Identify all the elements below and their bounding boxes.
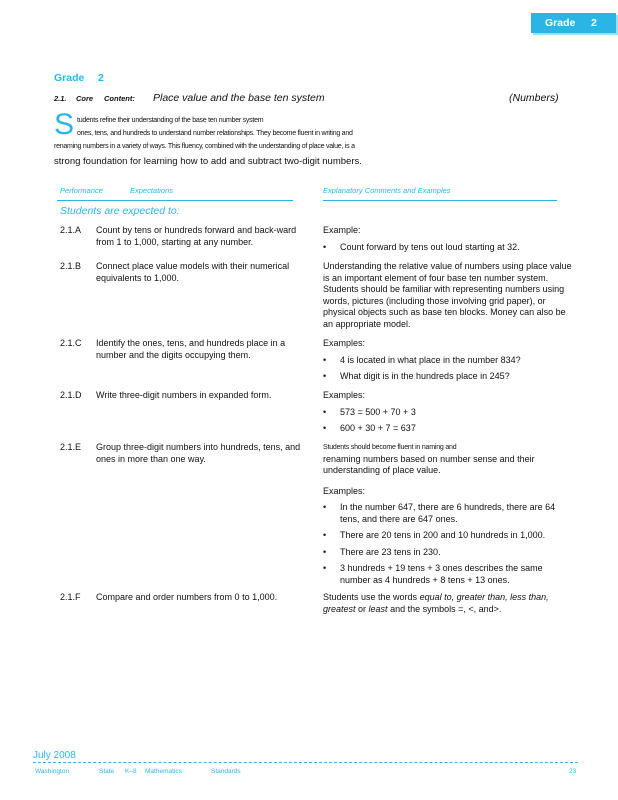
footer-word: State: [99, 768, 115, 775]
example-bullet: • 600 + 30 + 7 = 637: [323, 423, 573, 435]
expectation-text: Identify the ones, tens, and hundreds place in a number and the digits occupying them.: [96, 338, 286, 360]
explanation-text: Understanding the relative value of numbers using place value is an important element of four base ten number system. Students should be familiar with representing numbers using words, pictures (including those involving grid paper), or physical objects such as base ten blocks. Money can also be an appropriate model.: [323, 261, 572, 329]
explanation-text: renaming numbers based on number sense and their understanding of place value.: [323, 453, 535, 475]
section-core-label: Core: [76, 94, 94, 103]
column-header-explanatory: Explanatory Comments and Examples: [323, 186, 451, 195]
expectation-code: 2.1.F: [60, 592, 81, 602]
explanation-italic-words: equal to, greater than, less than, greatest: [323, 592, 549, 614]
explanation-text-part: or: [355, 603, 369, 614]
intro-line: renaming numbers in a variety of ways. This fluency, combined with the understanding of place value, is a: [54, 143, 355, 150]
section-number: 2.1.: [54, 94, 67, 103]
explanation-text-part: Students use the words: [323, 592, 420, 602]
explanation-small-lead: Students should become fluent in naming and: [323, 444, 457, 451]
expectation-text: Write three-digit numbers in expanded form.: [96, 390, 272, 400]
explanation-lead: Examples:: [323, 485, 366, 496]
explanation: [323, 592, 573, 615]
explanation-lead: Examples:: [323, 390, 366, 400]
column-header-expectations: Expectations: [130, 186, 173, 195]
example-bullet: • 4 is located in what place in the number 834?: [323, 355, 573, 367]
footer-word: Mathematics: [145, 768, 182, 775]
intro-dropcap: S: [54, 108, 75, 141]
expectation-code: 2.1.B: [60, 261, 82, 271]
explanation-text-part: and the symbols =, <, and>.: [387, 603, 502, 614]
expectation-code: 2.1.A: [60, 225, 82, 235]
expectation-text: Count by tens or hundreds forward and back-ward from 1 to 1,000, starting at any number.: [96, 225, 297, 247]
expectation-text: Compare and order numbers from 0 to 1,000.: [96, 592, 278, 602]
example-bullet: • In the number 647, there are 6 hundreds, there are 64 tens, and there are 647 ones.: [323, 502, 573, 525]
explanation: [323, 338, 573, 383]
explanation: [323, 442, 573, 586]
intro-line: ones, tens, and hundreds to understand number relationships. They become fluent in writing and: [77, 130, 353, 137]
section-grade-label: Grade: [54, 72, 85, 84]
intro-line: tudents refine their understanding of the base ten number system: [77, 117, 264, 124]
column-header-performance: Performance: [60, 186, 103, 195]
explanation: [323, 261, 573, 330]
intro-line: strong foundation for learning how to add and subtract two-digit numbers.: [54, 156, 362, 167]
footer-rule: [33, 762, 578, 763]
footer-date: July 2008: [33, 750, 76, 761]
footer-word: Standards: [211, 768, 241, 775]
example-bullet: • What digit is in the hundreds place in 245?: [323, 371, 573, 383]
example-bullet: • There are 20 tens in 200 and 10 hundreds in 1,000.: [323, 530, 573, 542]
footer-word: Washington: [35, 768, 70, 775]
column-rule-right: [323, 200, 557, 201]
grade-tab-label: Grade: [545, 17, 576, 29]
example-bullet: • There are 23 tens in 230.: [323, 547, 573, 559]
explanation-lead: Example:: [323, 225, 361, 235]
expectation-text: Connect place value models with their numerical equivalents to 1,000.: [96, 261, 290, 283]
explanation-lead: Examples:: [323, 338, 366, 348]
example-bullet: • 573 = 500 + 70 + 3: [323, 407, 573, 419]
expectation-code: 2.1.E: [60, 442, 82, 452]
section-category: (Numbers): [509, 92, 559, 104]
grade-tab: [531, 13, 616, 33]
example-bullet: • 3 hundreds + 19 tens + 3 ones describes the same number as 4 hundreds + 8 tens + 13 ones.: [323, 563, 573, 586]
expectation-code: 2.1.C: [60, 338, 82, 348]
students-expected-label: Students are expected to:: [60, 205, 180, 217]
section-grade-number: 2: [98, 72, 104, 84]
explanation: [323, 390, 573, 435]
expectation-text: Group three-digit numbers into hundreds, tens, and ones in more than one way.: [96, 442, 301, 464]
section-content-label: Content:: [104, 94, 135, 103]
page-number: 23: [569, 768, 577, 775]
column-rule-left: [57, 200, 293, 201]
example-bullet: • Count forward by tens out loud starting at 32.: [323, 242, 573, 254]
section-title: Place value and the base ten system: [153, 92, 325, 104]
explanation: [323, 225, 573, 253]
footer-word: K–8: [125, 768, 137, 775]
explanation-text: [323, 592, 573, 615]
expectation-code: 2.1.D: [60, 390, 82, 400]
explanation-italic-words: least: [368, 603, 388, 614]
grade-tab-number: 2: [591, 17, 597, 29]
